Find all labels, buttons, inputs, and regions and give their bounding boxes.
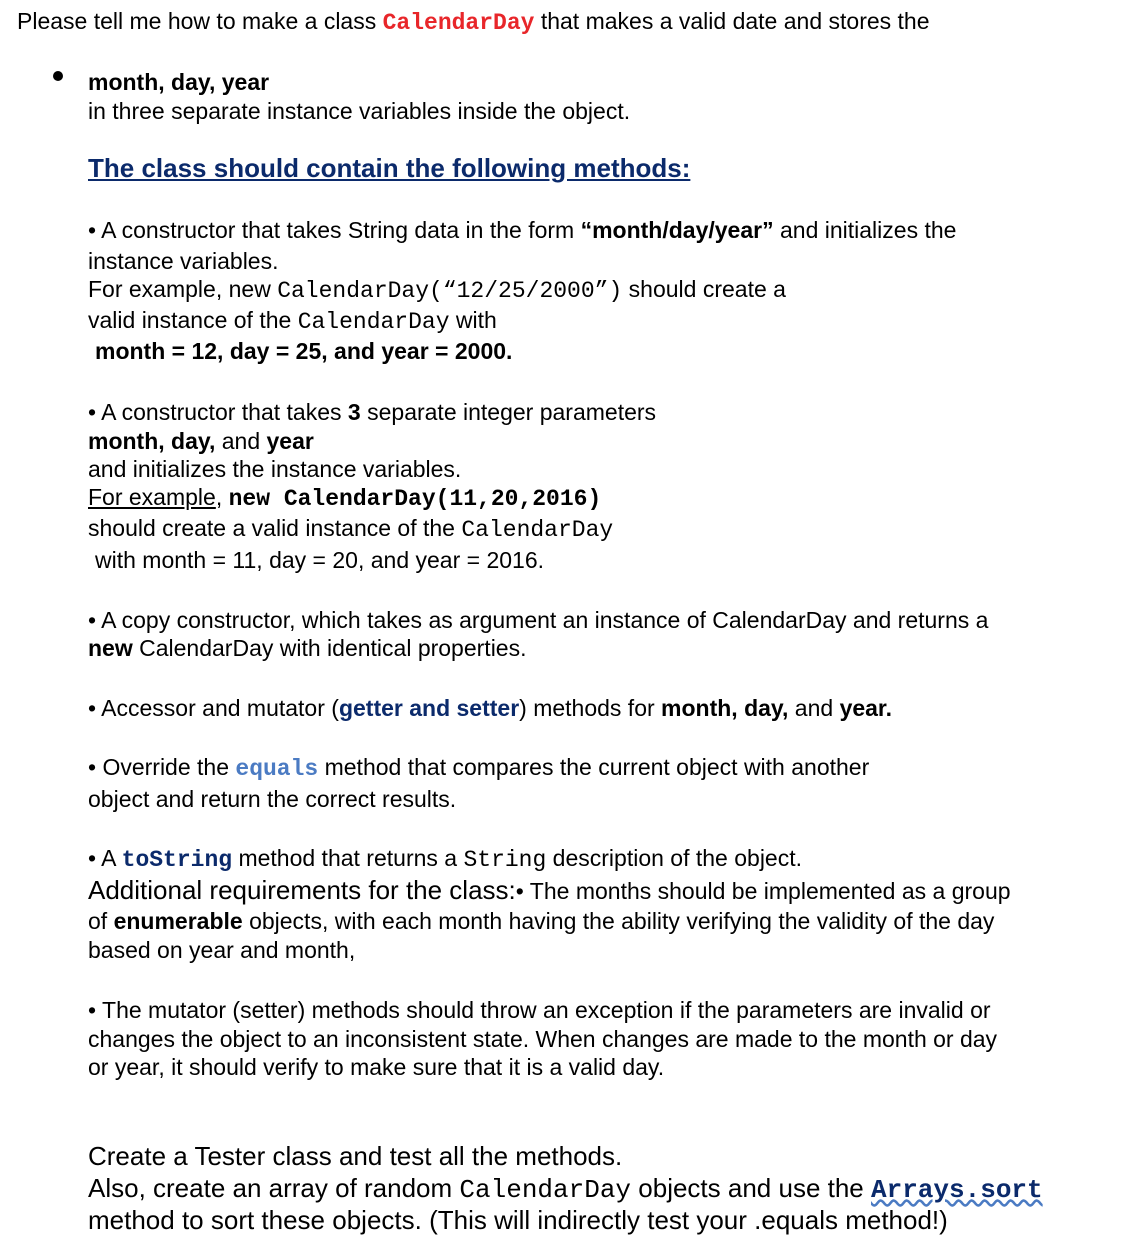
m1-line5: month = 12, day = 25, and year = 2000. [95, 338, 513, 364]
m7-line2: changes the object to an inconsistent state. When changes are made to the month or day [88, 1026, 998, 1052]
arrays-sort-code: Arrays.sort [871, 1175, 1043, 1205]
m2-line5: should create a valid instance of the CalendarDay [88, 515, 614, 543]
m2-line4: For example, new CalendarDay(11,20,2016) [88, 484, 602, 512]
m1-line3: For example, new CalendarDay(“12/25/2000”) should create a [88, 276, 786, 304]
m1-line2: instance variables. [88, 248, 279, 274]
tester-line1: Create a Tester class and test all the methods. [88, 1141, 623, 1171]
tester-line2: Also, create an array of random CalendarDay objects and use the Arrays.sort [88, 1173, 1043, 1205]
m1-line4: valid instance of the CalendarDay with [88, 307, 497, 335]
methods-heading: The class should contain the following methods: [88, 153, 691, 183]
m4-line: • Accessor and mutator (getter and setter) methods for month, day, and year. [88, 695, 893, 721]
m6-line3: of enumerable objects, with each month having the ability verifying the validity of the day [88, 908, 995, 934]
m2-line3: and initializes the instance variables. [88, 456, 462, 482]
tester-line3: method to sort these objects. (This will indirectly test your .equals method!) [88, 1205, 948, 1235]
fields-description: in three separate instance variables inside the object. [88, 98, 631, 124]
m1-line1: • A constructor that takes String data in the form “month/day/year” and initializes the [88, 217, 957, 243]
m6-line4: based on year and month, [88, 937, 356, 963]
m2-line1: • A constructor that takes 3 separate integer parameters [88, 399, 657, 425]
fields-names: month, day, year [88, 69, 270, 95]
m5-line2: object and return the correct results. [88, 786, 457, 812]
bullet-icon [53, 71, 63, 81]
m6-line2: Additional requirements for the class:• The months should be implemented as a group [88, 875, 1011, 905]
m7-line3: or year, it should verify to make sure that it is a valid day. [88, 1054, 665, 1080]
m2-line6: with month = 11, day = 20, and year = 2016. [95, 547, 545, 573]
m2-line2: month, day, and year [88, 428, 314, 454]
intro-line: Please tell me how to make a class CalendarDay that makes a valid date and stores the [17, 8, 930, 36]
class-name-code: CalendarDay [382, 10, 535, 36]
m6-line1: • A toString method that returns a String description of the object. [88, 845, 803, 873]
m7-line1: • The mutator (setter) methods should throw an exception if the parameters are invalid or [88, 997, 991, 1023]
m3-line2: new CalendarDay with identical properties. [88, 635, 527, 661]
m5-line1: • Override the equals method that compares the current object with another [88, 754, 870, 782]
m3-line1: • A copy constructor, which takes as argument an instance of CalendarDay and returns a [88, 607, 989, 633]
